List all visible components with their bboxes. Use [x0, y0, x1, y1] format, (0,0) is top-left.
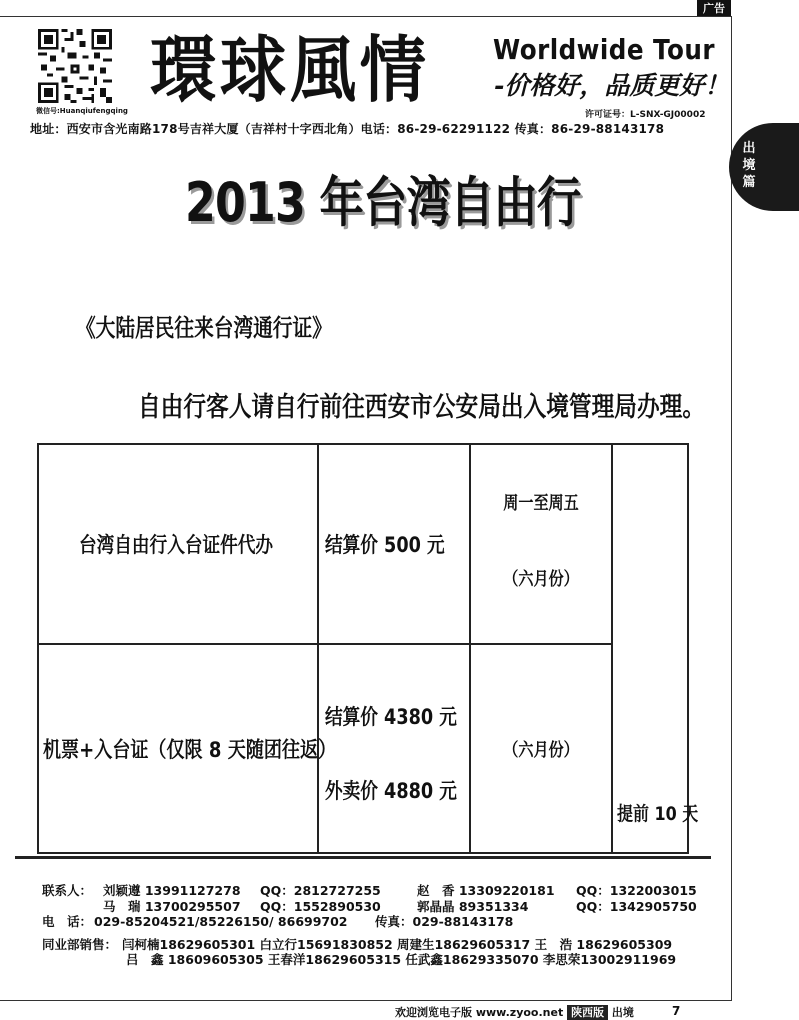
qr-code-icon: [38, 29, 112, 103]
license-number: 许可证号：L-SNX-GJ00002: [585, 110, 706, 120]
phone-label: 电 话：: [42, 914, 93, 929]
page-number: 7: [672, 1004, 681, 1018]
footer: [395, 1004, 634, 1020]
top-rule: [0, 16, 731, 17]
address-line: 地址：西安市含光南路178号吉祥大厦（吉祥村十字西北角）电话：86-29-62291122 传真：86-29-88143178: [30, 122, 665, 136]
phone-numbers: 029-85204521/85226150/ 86699702: [94, 914, 348, 929]
brand-title: 環球風情: [150, 27, 430, 112]
settle-price: 结算价 4380 元: [325, 704, 457, 729]
table-row: [38, 444, 688, 644]
schedule-cell: [470, 644, 612, 853]
schedule-month: （六月份）: [503, 569, 579, 590]
contact-phone: 马 瑞 13700295507: [103, 898, 241, 914]
settle-price: 结算价 500 元: [325, 533, 445, 557]
contact-phone: 赵 香 13309220181: [417, 883, 555, 898]
ad-tag: 广告: [697, 0, 731, 17]
retail-price: 外卖价 4880 元: [325, 778, 457, 803]
footer-rule: [0, 1000, 732, 1001]
price-table: [37, 443, 699, 854]
contact-qq: QQ：1342905750: [576, 898, 697, 914]
slogan: -价格好，品质更好！: [494, 71, 730, 100]
notice-text: 自由行客人请自行前往西安市公安局出入境管理局办理。: [138, 392, 705, 423]
advance-cell: [612, 444, 699, 853]
service-cell: [38, 644, 337, 853]
service-cell: [38, 444, 318, 644]
brand-english-title: Worldwide Tour: [493, 33, 715, 66]
schedule-days: 周一至周五: [503, 493, 579, 514]
contact-phone: 刘颖遵 13991127278: [103, 883, 241, 898]
section-tab-label: 出境篇: [742, 141, 756, 190]
service-name: 台湾自由行入台证件代办: [79, 533, 274, 557]
table-row: [38, 644, 688, 853]
price-cell: [318, 444, 470, 644]
contact-qq: QQ：2812727255: [260, 883, 381, 898]
permit-title: 《大陆居民往来台湾通行证》: [76, 314, 332, 342]
fax-number: 传真：029-88143178: [375, 914, 514, 929]
schedule-month: （六月份）: [503, 739, 579, 761]
edition-badge: 陕西版: [567, 1005, 608, 1020]
trade-contacts: 闫柯楠18629605301 白立行15691830852 周建生18629605317 王 浩 18629605309: [122, 936, 673, 952]
footer-welcome: 欢迎浏览电子版 www.zyoo.net: [395, 1006, 564, 1019]
price-cell: [318, 644, 470, 853]
schedule-cell: [470, 444, 612, 644]
trade-label: 同业部销售：: [42, 936, 118, 952]
contact-label: 联系人：: [42, 883, 93, 898]
footer-section: 出境: [611, 1006, 634, 1019]
contact-qq: QQ：1552890530: [260, 898, 381, 914]
headline: 2013 年台湾自由行: [185, 171, 581, 234]
contact-phone: 郭晶晶 89351334: [417, 898, 529, 914]
advance-booking: 提前 10 天: [617, 803, 699, 825]
wechat-id: 微信号:Huanqiufengqing: [36, 107, 128, 115]
service-name: 机票+入台证（仅限 8 天随团往返）: [43, 738, 337, 763]
contact-qq: QQ：1322003015: [576, 883, 697, 898]
trade-contacts: 吕 鑫 18609605305 王春洋18629605315 任武鑫18629335070 李思荣13002911969: [126, 952, 677, 967]
divider: [15, 856, 711, 859]
